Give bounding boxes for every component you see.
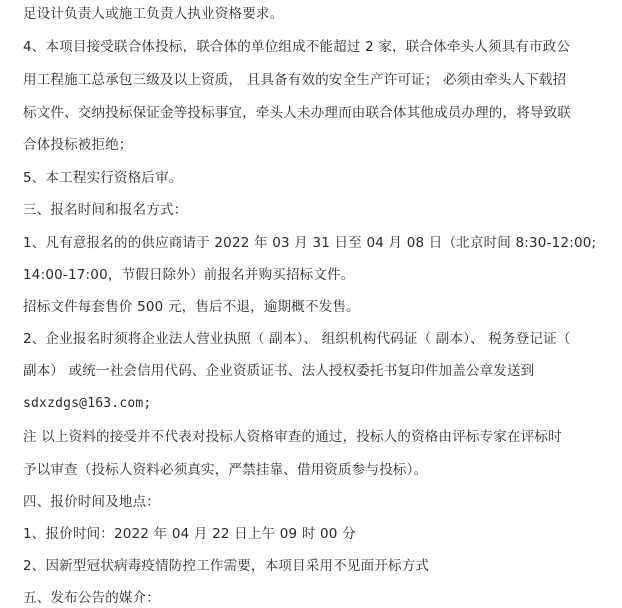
email-address: sdxzdgs@163.com; (23, 396, 152, 411)
text-line: 14:00-17:00，节假日除外）前报名并购买招标文件。 (23, 267, 355, 283)
text-line: 1、报价时间：2022 年 04 月 22 日上午 09 时 00 分 (23, 526, 356, 542)
text-line: 予以审查（投标人资料必须真实，严禁挂靠、借用资质参与投标）。 (23, 462, 428, 478)
text-line: 招标文件每套售价 500 元，售后不退，逾期概不发售。 (23, 299, 360, 315)
text-line: 用工程施工总承包三级及以上资质， 且具备有效的安全生产许可证； 必须由牵头人下载招 (23, 72, 567, 88)
text-line: 注 以上资料的接受并不代表对投标人资格审查的通过，投标人的资格由评标专家在评标时 (23, 429, 562, 445)
section-heading: 五、发布公告的媒介： (23, 590, 160, 606)
text-line: 足设计负责人或施工负责人执业资格要求。 (23, 6, 284, 22)
text-line: 2、因新型冠状病毒疫情防控工作需要，本项目采用不见面开标方式 (23, 558, 430, 574)
section-heading: 四、报价时间及地点： (23, 494, 160, 510)
text-line: 5、本工程实行资格后审。 (23, 170, 183, 186)
text-line: 副本） 或统一社会信用代码、企业资质证书、法人授权委托书复印件加盖公章发送到 (23, 363, 535, 379)
text-line: 标文件、交纳投标保证金等投标事宜，牵头人未办理而由联合体其他成员办理的，将导致联 (23, 105, 571, 121)
text-line: 合体投标被拒绝； (23, 137, 133, 153)
text-line: 1、凡有意报名的的供应商请于 2022 年 03 月 31 日至 04 月 08 日（北京时间 8:30-12:00; (23, 235, 597, 251)
text-line: 4、本项目接受联合体投标，联合体的单位组成不能超过 2 家，联合体牵头人须具有市政公 (23, 39, 571, 55)
text-line: 2、企业报名时须将企业法人营业执照（ 副本）、 组织机构代码证（ 副本）、 税务登记证（ (23, 331, 571, 347)
section-heading: 三、报名时间和报名方式： (23, 202, 188, 218)
